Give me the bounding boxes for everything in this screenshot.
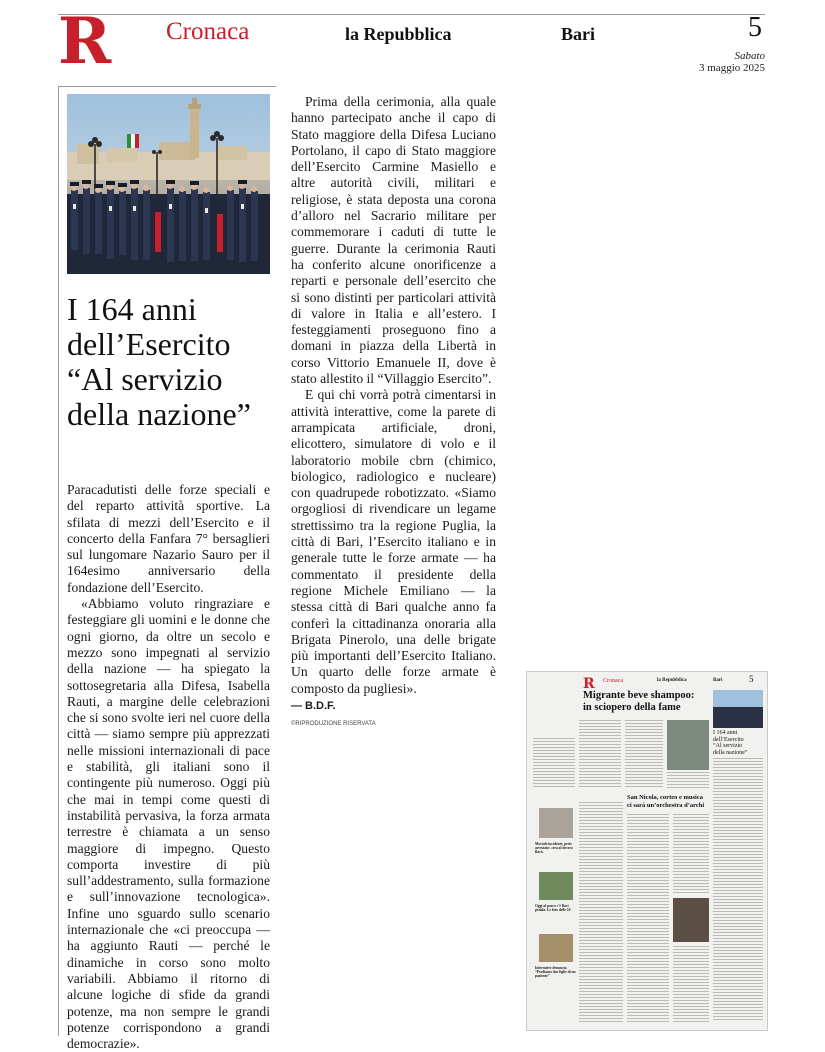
thumbnail-newspaper: la Repubblica [657,678,687,683]
thumbnail-subheadline [627,794,717,809]
thumbnail-side-photo [713,690,763,728]
thumbnail-text-block [533,738,575,788]
thumbnail-side-line: I 164 anni [713,730,738,736]
thumbnail-headline-line: Migrante beve shampoo: [583,690,695,701]
issue-date: 3 maggio 2025 [699,62,765,74]
article-column-1 [67,482,270,1052]
column-rule-vertical [58,86,59,1036]
page-number: 5 [748,12,762,43]
article-paragraph: Paracadutisti delle forze speciali e del reparto attività sportive. La sfilata di mezzi dell’Esercito e il concerto della Fanfara 7° bersaglieri sul lungomare Nazario Sauro per il 164esimo anniversario della fondazione dell’Esercito. [67,482,270,595]
thumbnail-side-line: “Al servizio [713,743,743,749]
thumbnail-text-block [579,802,623,1022]
city-edition: Bari [561,24,595,44]
thumbnail-text-block [673,814,709,894]
copyright-note: ©RIPRODUZIONE RISERVATA [291,721,376,728]
section-title: Cronaca [166,18,250,45]
thumbnail-section: Cronaca [603,678,623,684]
thumbnail-text-block [625,720,663,788]
article-paragraph: E qui chi vorrà potrà cimentarsi in attività interattive, come la parete di arrampicata artificiale, droni, elicottero, simulatore di volo e il laboratorio mobile cbrn (chimico, biologico, radiologico e nucleare) con quadrupede robotizzato. «Siamo orgogliosi di rivendicare un legame strettissimo tra la regione Puglia, la città di Bari, l’Esercito italiano e in generale tutte le forze armate — ha commentato il presidente della regione Michele Emiliano — la stessa città di Bari qualche anno fa conferì la cittadinanza onoraria alla Brigata Pinerolo, una delle brigate più importanti dell’Esercito Italiano. Un quarto delle forze armate è composto da pugliesi». [291,387,496,696]
article-paragraph: Prima della cerimonia, alla quale hanno partecipato anche il capo di Stato maggiore della Difesa Luciano Portolano, il capo di Stato maggiore dell’Esercito Carmine Masiello e altre autorità civili, militari e religiose, è stata deposta una corona d’alloro nel Sacrario militare per commemorare i caduti di tutte le guerre. Durante la cerimonia Rauti ha conferito alcune onorificenze a reparti e personale dell’esercito che si sono distinti per particolari attività di valore in Italia e all’estero. I festeggiamenti proseguono fino a domani in piazza della Libertà in corso Vittorio Emanuele II, dove è stato allestito il “Villaggio Esercito”. [291,94,496,387]
thumbnail-text-block [627,814,669,1022]
thumbnail-headline [583,690,711,714]
thumbnail-side-headline [713,730,763,756]
thumbnail-headline-line: in sciopero della fame [583,702,681,713]
thumbnail-photo [539,808,573,838]
thumbnail-subheadline-line: San Nicola, corteo e musica [627,794,704,801]
thumbnail-photo [667,720,709,770]
thumbnail-caption: Infermiere denuncia “Perdiamo due figlie di un paziente” [535,966,576,979]
thumbnail-side-line: della nazione” [713,749,748,756]
issue-day: Sabato [734,50,765,62]
thumbnail-text-block [673,946,709,1022]
thumbnail-page-number: 5 [749,674,754,684]
headline-line: “Al servizio [67,361,223,397]
newspaper-name: la Repubblica [345,24,452,44]
article-column-2 [291,94,496,728]
thumbnail-city: Bari [713,678,723,683]
article-photo [67,94,270,274]
thumbnail-side-line: dell’Esercito [713,736,744,743]
repubblica-logo: R [58,4,112,79]
thumbnail-photo [539,934,573,962]
thumbnail-caption: Mortale incidente, prete arrestato: «era al decoro Bari» [535,842,573,855]
thumbnail-logo: R [583,676,595,692]
byline: — B.D.F. [291,699,336,712]
thumbnail-subheadline-line: ci sarà un’orchestra d’archi [627,801,705,809]
thumbnail-photo [673,898,709,942]
page-thumbnail[interactable] [527,672,767,1030]
header-rule [58,14,765,15]
headline-line: della nazione” [67,396,251,432]
thumbnail-side-text [713,758,763,1022]
headline-line: dell’Esercito [67,326,231,362]
thumbnail-caption: Oggi al parco c’è Bari pedala. Le foto delle 10 [535,904,571,913]
column-rule-horizontal [58,86,276,87]
thumbnail-photo [539,872,573,900]
thumbnail-text-block [667,772,709,788]
article-paragraph: «Abbiamo voluto ringraziare e festeggiare gli uomini e le donne che ogni giorno, da oltre un secolo e mezzo sono impegnati al servizio della nazione — ha spiegato la sottosegretaria alla Difesa, Isabella Rauti, a margine delle celebrazioni che si sono svolte ieri nel cuore della città — siamo sempre più apprezzati nelle missioni internazionali di pace e stabilità, gli italiani sono il contingente più numeroso. Oggi più che mai in tempi come questi di instabilità pervasiva, la forza armata terrestre è chiamata a un senso maggiore di impegno. Questo comporta investire di più sull’addestramento, sulla formazione e sull’innovazione tecnologica». Infine uno sguardo sullo scenario internazionale che «ci preoccupa — ha aggiunto Rauti — perché le dinamiche in corso sono molto variabili. Abbiamo il ritorno di alcune logiche di sfide da grandi potenze, ma non sempre le grandi potenze corrispondono a grandi democrazie». [67,596,270,1052]
headline-line: I 164 anni [67,291,197,327]
article-headline [67,292,282,432]
thumbnail-text-block [579,720,621,788]
